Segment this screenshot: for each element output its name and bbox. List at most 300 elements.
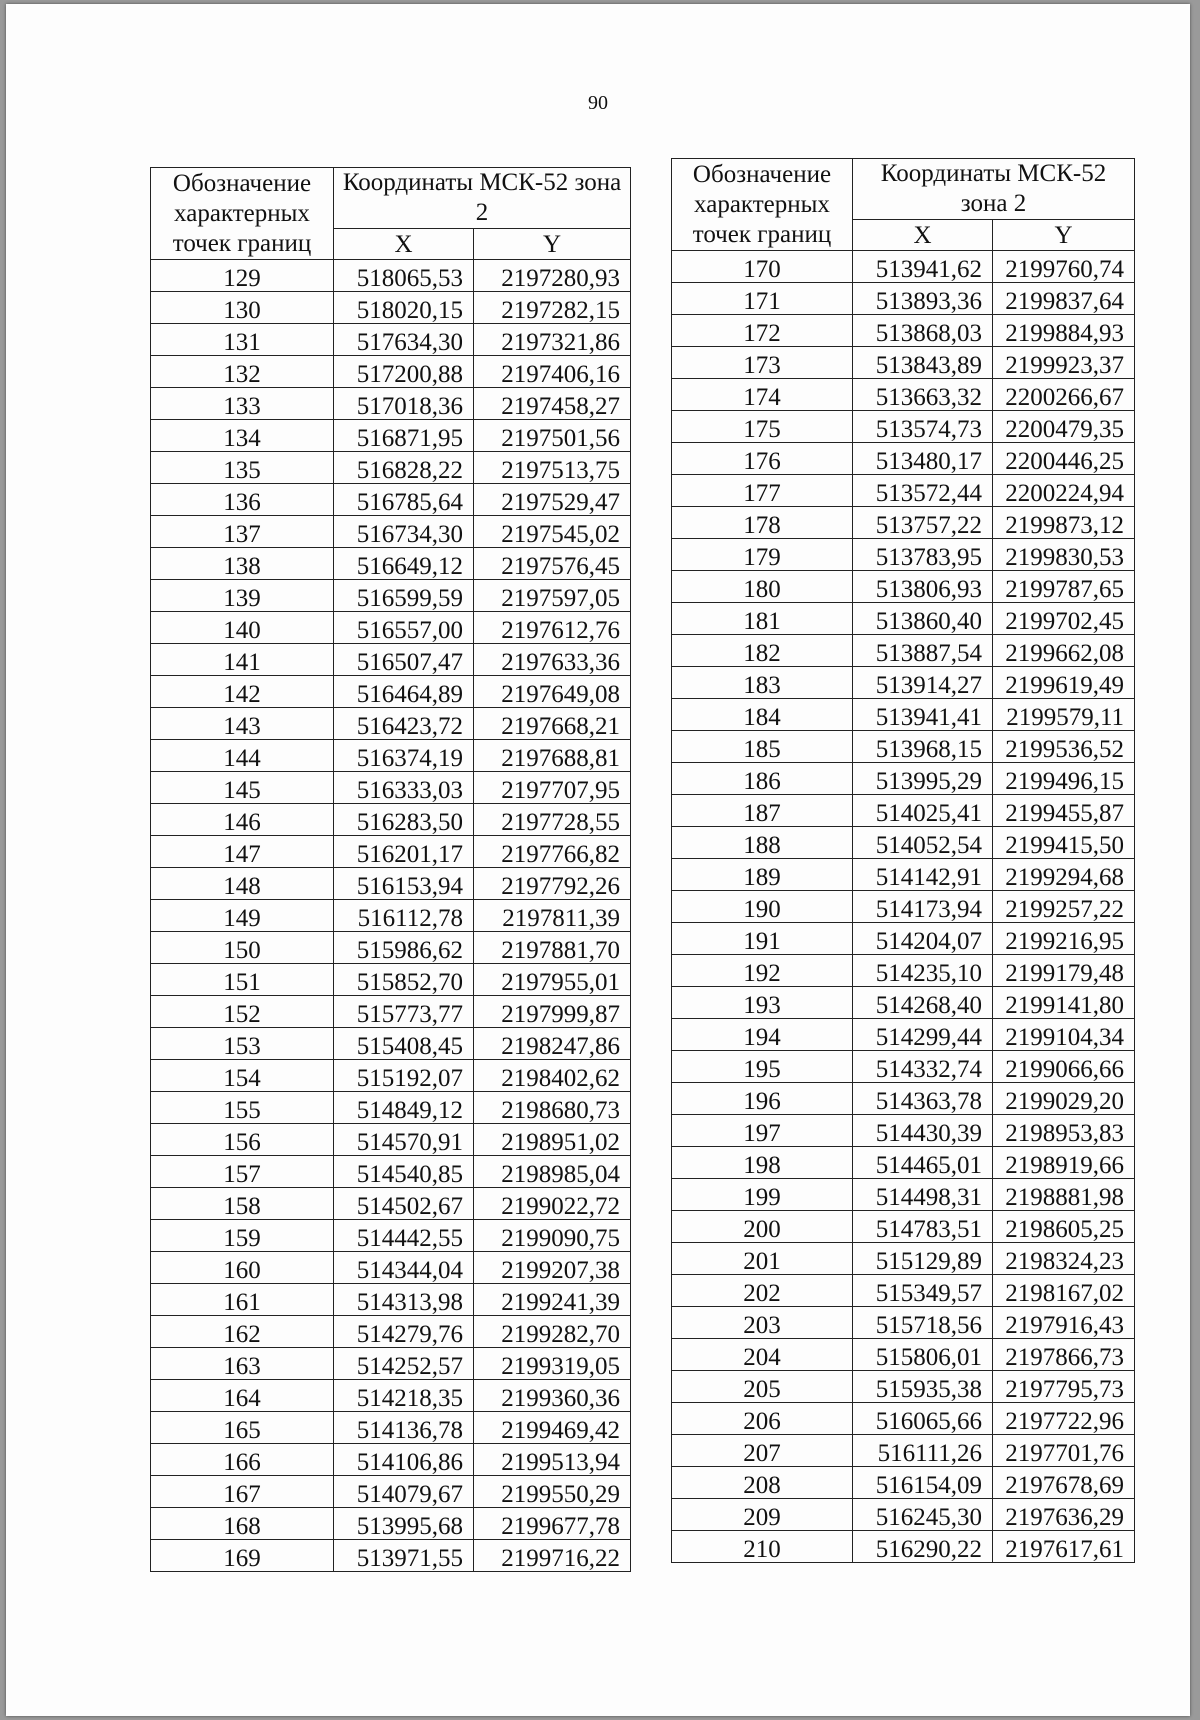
x-coordinate-cell: 514430,39 [853, 1115, 993, 1147]
x-coordinate-cell: 514570,91 [334, 1124, 474, 1156]
table-row [151, 676, 631, 708]
y-coordinate-cell: 2197999,87 [474, 996, 631, 1028]
table-row [672, 1275, 1135, 1307]
point-number-cell: 165 [151, 1412, 334, 1444]
y-coordinate-cell: 2198167,02 [993, 1275, 1135, 1307]
point-number-cell: 159 [151, 1220, 334, 1252]
point-number-cell: 150 [151, 932, 334, 964]
y-coordinate-cell: 2197633,36 [474, 644, 631, 676]
point-number-cell: 134 [151, 420, 334, 452]
table-row [151, 1412, 631, 1444]
x-coordinate-cell: 516374,19 [334, 740, 474, 772]
x-coordinate-cell: 515986,62 [334, 932, 474, 964]
point-number-cell: 164 [151, 1380, 334, 1412]
point-number-cell: 147 [151, 836, 334, 868]
point-number-cell: 191 [672, 923, 853, 955]
x-coordinate-cell: 515192,07 [334, 1060, 474, 1092]
y-coordinate-cell: 2198247,86 [474, 1028, 631, 1060]
table-row [151, 1508, 631, 1540]
table-row [151, 1252, 631, 1284]
point-number-cell: 199 [672, 1179, 853, 1211]
point-number-cell: 133 [151, 388, 334, 420]
page-number: 90 [588, 92, 608, 114]
y-coordinate-cell: 2199179,48 [993, 955, 1135, 987]
table-row [672, 1179, 1135, 1211]
x-coordinate-cell: 513941,41 [853, 699, 993, 731]
table-row [672, 1243, 1135, 1275]
point-number-cell: 172 [672, 315, 853, 347]
point-number-cell: 141 [151, 644, 334, 676]
table-row [151, 612, 631, 644]
point-number-cell: 160 [151, 1252, 334, 1284]
point-number-cell: 193 [672, 987, 853, 1019]
y-coordinate-cell: 2199469,42 [474, 1412, 631, 1444]
point-number-cell: 209 [672, 1499, 853, 1531]
table-row [151, 1156, 631, 1188]
x-coordinate-cell: 514498,31 [853, 1179, 993, 1211]
document-page [6, 4, 1190, 1716]
table-row [151, 1060, 631, 1092]
x-coordinate-cell: 516065,66 [853, 1403, 993, 1435]
y-coordinate-cell: 2199360,36 [474, 1380, 631, 1412]
y-coordinate-cell: 2197688,81 [474, 740, 631, 772]
x-coordinate-cell: 514849,12 [334, 1092, 474, 1124]
y-coordinate-cell: 2199415,50 [993, 827, 1135, 859]
y-coordinate-cell: 2198919,66 [993, 1147, 1135, 1179]
x-coordinate-cell: 516112,78 [334, 900, 474, 932]
table-row [672, 379, 1135, 411]
table-row [151, 1348, 631, 1380]
y-coordinate-cell: 2199294,68 [993, 859, 1135, 891]
x-coordinate-cell: 513995,29 [853, 763, 993, 795]
point-number-cell: 138 [151, 548, 334, 580]
point-number-cell: 195 [672, 1051, 853, 1083]
table-row [151, 772, 631, 804]
point-number-cell: 168 [151, 1508, 334, 1540]
x-coordinate-cell: 514363,78 [853, 1083, 993, 1115]
point-number-cell: 189 [672, 859, 853, 891]
y-coordinate-cell: 2197916,43 [993, 1307, 1135, 1339]
y-coordinate-cell: 2200446,25 [993, 443, 1135, 475]
y-coordinate-cell: 2197280,93 [474, 260, 631, 292]
table-row [151, 1188, 631, 1220]
table-row [672, 699, 1135, 731]
point-number-cell: 151 [151, 964, 334, 996]
y-coordinate-cell: 2199022,72 [474, 1188, 631, 1220]
y-coordinate-cell: 2197881,70 [474, 932, 631, 964]
point-number-cell: 200 [672, 1211, 853, 1243]
x-coordinate-cell: 514783,51 [853, 1211, 993, 1243]
point-number-cell: 183 [672, 667, 853, 699]
header-coordinates-system: Координаты МСК-52 зона 2 [334, 168, 631, 229]
y-coordinate-cell: 2199141,80 [993, 987, 1135, 1019]
table-row [672, 635, 1135, 667]
y-coordinate-cell: 2198402,62 [474, 1060, 631, 1092]
point-number-cell: 154 [151, 1060, 334, 1092]
point-number-cell: 158 [151, 1188, 334, 1220]
y-coordinate-cell: 2197321,86 [474, 324, 631, 356]
point-number-cell: 174 [672, 379, 853, 411]
y-coordinate-cell: 2199216,95 [993, 923, 1135, 955]
x-coordinate-cell: 514025,41 [853, 795, 993, 827]
point-number-cell: 203 [672, 1307, 853, 1339]
y-coordinate-cell: 2197792,26 [474, 868, 631, 900]
table-row [151, 1124, 631, 1156]
x-coordinate-cell: 515935,38 [853, 1371, 993, 1403]
table-row [672, 1435, 1135, 1467]
x-coordinate-cell: 516557,00 [334, 612, 474, 644]
x-coordinate-cell: 513893,36 [853, 283, 993, 315]
table-header-row [151, 168, 631, 229]
table-row [151, 1476, 631, 1508]
point-number-cell: 201 [672, 1243, 853, 1275]
point-number-cell: 181 [672, 603, 853, 635]
x-coordinate-cell: 518065,53 [334, 260, 474, 292]
x-coordinate-cell: 517018,36 [334, 388, 474, 420]
point-number-cell: 162 [151, 1316, 334, 1348]
y-coordinate-cell: 2197636,29 [993, 1499, 1135, 1531]
y-coordinate-cell: 2199319,05 [474, 1348, 631, 1380]
point-number-cell: 167 [151, 1476, 334, 1508]
point-number-cell: 198 [672, 1147, 853, 1179]
table-row [672, 763, 1135, 795]
x-coordinate-cell: 514465,01 [853, 1147, 993, 1179]
y-coordinate-cell: 2199257,22 [993, 891, 1135, 923]
y-coordinate-cell: 2197722,96 [993, 1403, 1135, 1435]
x-coordinate-cell: 516283,50 [334, 804, 474, 836]
x-coordinate-cell: 514142,91 [853, 859, 993, 891]
x-coordinate-cell: 514235,10 [853, 955, 993, 987]
y-coordinate-cell: 2197728,55 [474, 804, 631, 836]
x-coordinate-cell: 516423,72 [334, 708, 474, 740]
point-number-cell: 145 [151, 772, 334, 804]
x-coordinate-cell: 516153,94 [334, 868, 474, 900]
table-row [151, 1092, 631, 1124]
table-row [672, 1467, 1135, 1499]
table-row [672, 1307, 1135, 1339]
point-number-cell: 163 [151, 1348, 334, 1380]
point-number-cell: 157 [151, 1156, 334, 1188]
y-coordinate-cell: 2197612,76 [474, 612, 631, 644]
point-number-cell: 148 [151, 868, 334, 900]
point-number-cell: 139 [151, 580, 334, 612]
header-points-designation: Обозначение характерных точек границ [151, 168, 334, 260]
x-coordinate-cell: 514252,57 [334, 1348, 474, 1380]
point-number-cell: 129 [151, 260, 334, 292]
x-coordinate-cell: 516599,59 [334, 580, 474, 612]
x-coordinate-cell: 516290,22 [853, 1531, 993, 1563]
point-number-cell: 156 [151, 1124, 334, 1156]
x-coordinate-cell: 514173,94 [853, 891, 993, 923]
header-x: X [334, 229, 474, 260]
table-row [151, 516, 631, 548]
x-coordinate-cell: 514313,98 [334, 1284, 474, 1316]
y-coordinate-cell: 2200224,94 [993, 475, 1135, 507]
point-number-cell: 184 [672, 699, 853, 731]
x-coordinate-cell: 513663,32 [853, 379, 993, 411]
x-coordinate-cell: 515773,77 [334, 996, 474, 1028]
table-row [151, 420, 631, 452]
y-coordinate-cell: 2197649,08 [474, 676, 631, 708]
table-row [151, 868, 631, 900]
table-row [672, 1403, 1135, 1435]
table-row [672, 923, 1135, 955]
x-coordinate-cell: 514218,35 [334, 1380, 474, 1412]
x-coordinate-cell: 513971,55 [334, 1540, 474, 1572]
header-y: Y [474, 229, 631, 260]
point-number-cell: 187 [672, 795, 853, 827]
x-coordinate-cell: 513806,93 [853, 571, 993, 603]
x-coordinate-cell: 513783,95 [853, 539, 993, 571]
y-coordinate-cell: 2197576,45 [474, 548, 631, 580]
y-coordinate-cell: 2200479,35 [993, 411, 1135, 443]
table-row [672, 1019, 1135, 1051]
y-coordinate-cell: 2199830,53 [993, 539, 1135, 571]
x-coordinate-cell: 513843,89 [853, 347, 993, 379]
point-number-cell: 161 [151, 1284, 334, 1316]
x-coordinate-cell: 517634,30 [334, 324, 474, 356]
table-row [672, 315, 1135, 347]
y-coordinate-cell: 2198605,25 [993, 1211, 1135, 1243]
y-coordinate-cell: 2199513,94 [474, 1444, 631, 1476]
table-row [672, 1083, 1135, 1115]
point-number-cell: 182 [672, 635, 853, 667]
table-row [151, 1028, 631, 1060]
x-coordinate-cell: 516464,89 [334, 676, 474, 708]
y-coordinate-cell: 2199884,93 [993, 315, 1135, 347]
table-row [672, 571, 1135, 603]
table-row [672, 1211, 1135, 1243]
point-number-cell: 149 [151, 900, 334, 932]
y-coordinate-cell: 2199837,64 [993, 283, 1135, 315]
table-row [151, 292, 631, 324]
point-number-cell: 205 [672, 1371, 853, 1403]
point-number-cell: 178 [672, 507, 853, 539]
y-coordinate-cell: 2198881,98 [993, 1179, 1135, 1211]
point-number-cell: 188 [672, 827, 853, 859]
y-coordinate-cell: 2197678,69 [993, 1467, 1135, 1499]
y-coordinate-cell: 2199207,38 [474, 1252, 631, 1284]
y-coordinate-cell: 2199066,66 [993, 1051, 1135, 1083]
y-coordinate-cell: 2197458,27 [474, 388, 631, 420]
y-coordinate-cell: 2197766,82 [474, 836, 631, 868]
table-row [672, 347, 1135, 379]
x-coordinate-cell: 516333,03 [334, 772, 474, 804]
y-coordinate-cell: 2200266,67 [993, 379, 1135, 411]
x-coordinate-cell: 514268,40 [853, 987, 993, 1019]
y-coordinate-cell: 2197955,01 [474, 964, 631, 996]
point-number-cell: 185 [672, 731, 853, 763]
header-y: Y [993, 220, 1135, 251]
x-coordinate-cell: 514344,04 [334, 1252, 474, 1284]
point-number-cell: 175 [672, 411, 853, 443]
y-coordinate-cell: 2199760,74 [993, 251, 1135, 283]
x-coordinate-cell: 515129,89 [853, 1243, 993, 1275]
table-header-row [672, 159, 1135, 220]
table-row [151, 1316, 631, 1348]
point-number-cell: 146 [151, 804, 334, 836]
x-coordinate-cell: 514332,74 [853, 1051, 993, 1083]
table-row [672, 891, 1135, 923]
table-row [672, 443, 1135, 475]
coordinates-table-right-body [672, 159, 1135, 1563]
table-row [672, 1339, 1135, 1371]
coordinates-table-left-body [151, 168, 631, 1572]
x-coordinate-cell: 514299,44 [853, 1019, 993, 1051]
table-row [672, 539, 1135, 571]
header-coordinates-system: Координаты МСК-52 зона 2 [853, 159, 1135, 220]
table-row [151, 1220, 631, 1252]
point-number-cell: 202 [672, 1275, 853, 1307]
table-row [151, 452, 631, 484]
table-row [672, 251, 1135, 283]
table-row [151, 260, 631, 292]
x-coordinate-cell: 516871,95 [334, 420, 474, 452]
point-number-cell: 140 [151, 612, 334, 644]
point-number-cell: 169 [151, 1540, 334, 1572]
header-x: X [853, 220, 993, 251]
table-row [151, 708, 631, 740]
point-number-cell: 192 [672, 955, 853, 987]
y-coordinate-cell: 2199496,15 [993, 763, 1135, 795]
y-coordinate-cell: 2199787,65 [993, 571, 1135, 603]
table-row [151, 388, 631, 420]
x-coordinate-cell: 516201,17 [334, 836, 474, 868]
table-row [151, 548, 631, 580]
table-row [672, 955, 1135, 987]
y-coordinate-cell: 2199677,78 [474, 1508, 631, 1540]
y-coordinate-cell: 2198953,83 [993, 1115, 1135, 1147]
y-coordinate-cell: 2199090,75 [474, 1220, 631, 1252]
y-coordinate-cell: 2198324,23 [993, 1243, 1135, 1275]
table-row [151, 964, 631, 996]
x-coordinate-cell: 513914,27 [853, 667, 993, 699]
point-number-cell: 190 [672, 891, 853, 923]
table-row [672, 731, 1135, 763]
point-number-cell: 166 [151, 1444, 334, 1476]
table-row [151, 1380, 631, 1412]
y-coordinate-cell: 2199282,70 [474, 1316, 631, 1348]
x-coordinate-cell: 516245,30 [853, 1499, 993, 1531]
table-row [672, 667, 1135, 699]
table-row [151, 1284, 631, 1316]
header-points-designation: Обозначение характерных точек границ [672, 159, 853, 251]
y-coordinate-cell: 2197597,05 [474, 580, 631, 612]
x-coordinate-cell: 514540,85 [334, 1156, 474, 1188]
point-number-cell: 130 [151, 292, 334, 324]
table-row [151, 996, 631, 1028]
point-number-cell: 152 [151, 996, 334, 1028]
x-coordinate-cell: 518020,15 [334, 292, 474, 324]
point-number-cell: 180 [672, 571, 853, 603]
table-row [672, 1147, 1135, 1179]
table-row [672, 795, 1135, 827]
x-coordinate-cell: 516828,22 [334, 452, 474, 484]
point-number-cell: 206 [672, 1403, 853, 1435]
x-coordinate-cell: 514106,86 [334, 1444, 474, 1476]
point-number-cell: 143 [151, 708, 334, 740]
y-coordinate-cell: 2197501,56 [474, 420, 631, 452]
x-coordinate-cell: 515349,57 [853, 1275, 993, 1307]
x-coordinate-cell: 513572,44 [853, 475, 993, 507]
x-coordinate-cell: 515408,45 [334, 1028, 474, 1060]
point-number-cell: 197 [672, 1115, 853, 1147]
point-number-cell: 131 [151, 324, 334, 356]
point-number-cell: 135 [151, 452, 334, 484]
y-coordinate-cell: 2199550,29 [474, 1476, 631, 1508]
y-coordinate-cell: 2197811,39 [474, 900, 631, 932]
table-row [672, 1371, 1135, 1403]
point-number-cell: 208 [672, 1467, 853, 1499]
table-row [672, 1051, 1135, 1083]
table-row [151, 484, 631, 516]
x-coordinate-cell: 516734,30 [334, 516, 474, 548]
x-coordinate-cell: 516154,09 [853, 1467, 993, 1499]
y-coordinate-cell: 2199619,49 [993, 667, 1135, 699]
x-coordinate-cell: 513480,17 [853, 443, 993, 475]
point-number-cell: 196 [672, 1083, 853, 1115]
table-row [672, 987, 1135, 1019]
point-number-cell: 155 [151, 1092, 334, 1124]
x-coordinate-cell: 514079,67 [334, 1476, 474, 1508]
y-coordinate-cell: 2198985,04 [474, 1156, 631, 1188]
table-row [151, 900, 631, 932]
point-number-cell: 137 [151, 516, 334, 548]
point-number-cell: 144 [151, 740, 334, 772]
point-number-cell: 132 [151, 356, 334, 388]
y-coordinate-cell: 2199241,39 [474, 1284, 631, 1316]
table-row [151, 932, 631, 964]
x-coordinate-cell: 514502,67 [334, 1188, 474, 1220]
x-coordinate-cell: 517200,88 [334, 356, 474, 388]
point-number-cell: 207 [672, 1435, 853, 1467]
y-coordinate-cell: 2197866,73 [993, 1339, 1135, 1371]
x-coordinate-cell: 514204,07 [853, 923, 993, 955]
x-coordinate-cell: 513995,68 [334, 1508, 474, 1540]
y-coordinate-cell: 2199923,37 [993, 347, 1135, 379]
point-number-cell: 142 [151, 676, 334, 708]
point-number-cell: 179 [672, 539, 853, 571]
table-row [151, 740, 631, 772]
point-number-cell: 204 [672, 1339, 853, 1371]
x-coordinate-cell: 515718,56 [853, 1307, 993, 1339]
x-coordinate-cell: 515806,01 [853, 1339, 993, 1371]
table-row [151, 836, 631, 868]
x-coordinate-cell: 513941,62 [853, 251, 993, 283]
point-number-cell: 170 [672, 251, 853, 283]
x-coordinate-cell: 516507,47 [334, 644, 474, 676]
y-coordinate-cell: 2197795,73 [993, 1371, 1135, 1403]
y-coordinate-cell: 2199662,08 [993, 635, 1135, 667]
y-coordinate-cell: 2197701,76 [993, 1435, 1135, 1467]
point-number-cell: 176 [672, 443, 853, 475]
point-number-cell: 194 [672, 1019, 853, 1051]
table-row [151, 356, 631, 388]
y-coordinate-cell: 2198951,02 [474, 1124, 631, 1156]
y-coordinate-cell: 2197282,15 [474, 292, 631, 324]
y-coordinate-cell: 2197529,47 [474, 484, 631, 516]
point-number-cell: 171 [672, 283, 853, 315]
point-number-cell: 177 [672, 475, 853, 507]
y-coordinate-cell: 2199873,12 [993, 507, 1135, 539]
table-row [672, 859, 1135, 891]
point-number-cell: 153 [151, 1028, 334, 1060]
y-coordinate-cell: 2199579,11 [993, 699, 1135, 731]
y-coordinate-cell: 2199716,22 [474, 1540, 631, 1572]
y-coordinate-cell: 2199455,87 [993, 795, 1135, 827]
y-coordinate-cell: 2198680,73 [474, 1092, 631, 1124]
table-row [672, 1499, 1135, 1531]
